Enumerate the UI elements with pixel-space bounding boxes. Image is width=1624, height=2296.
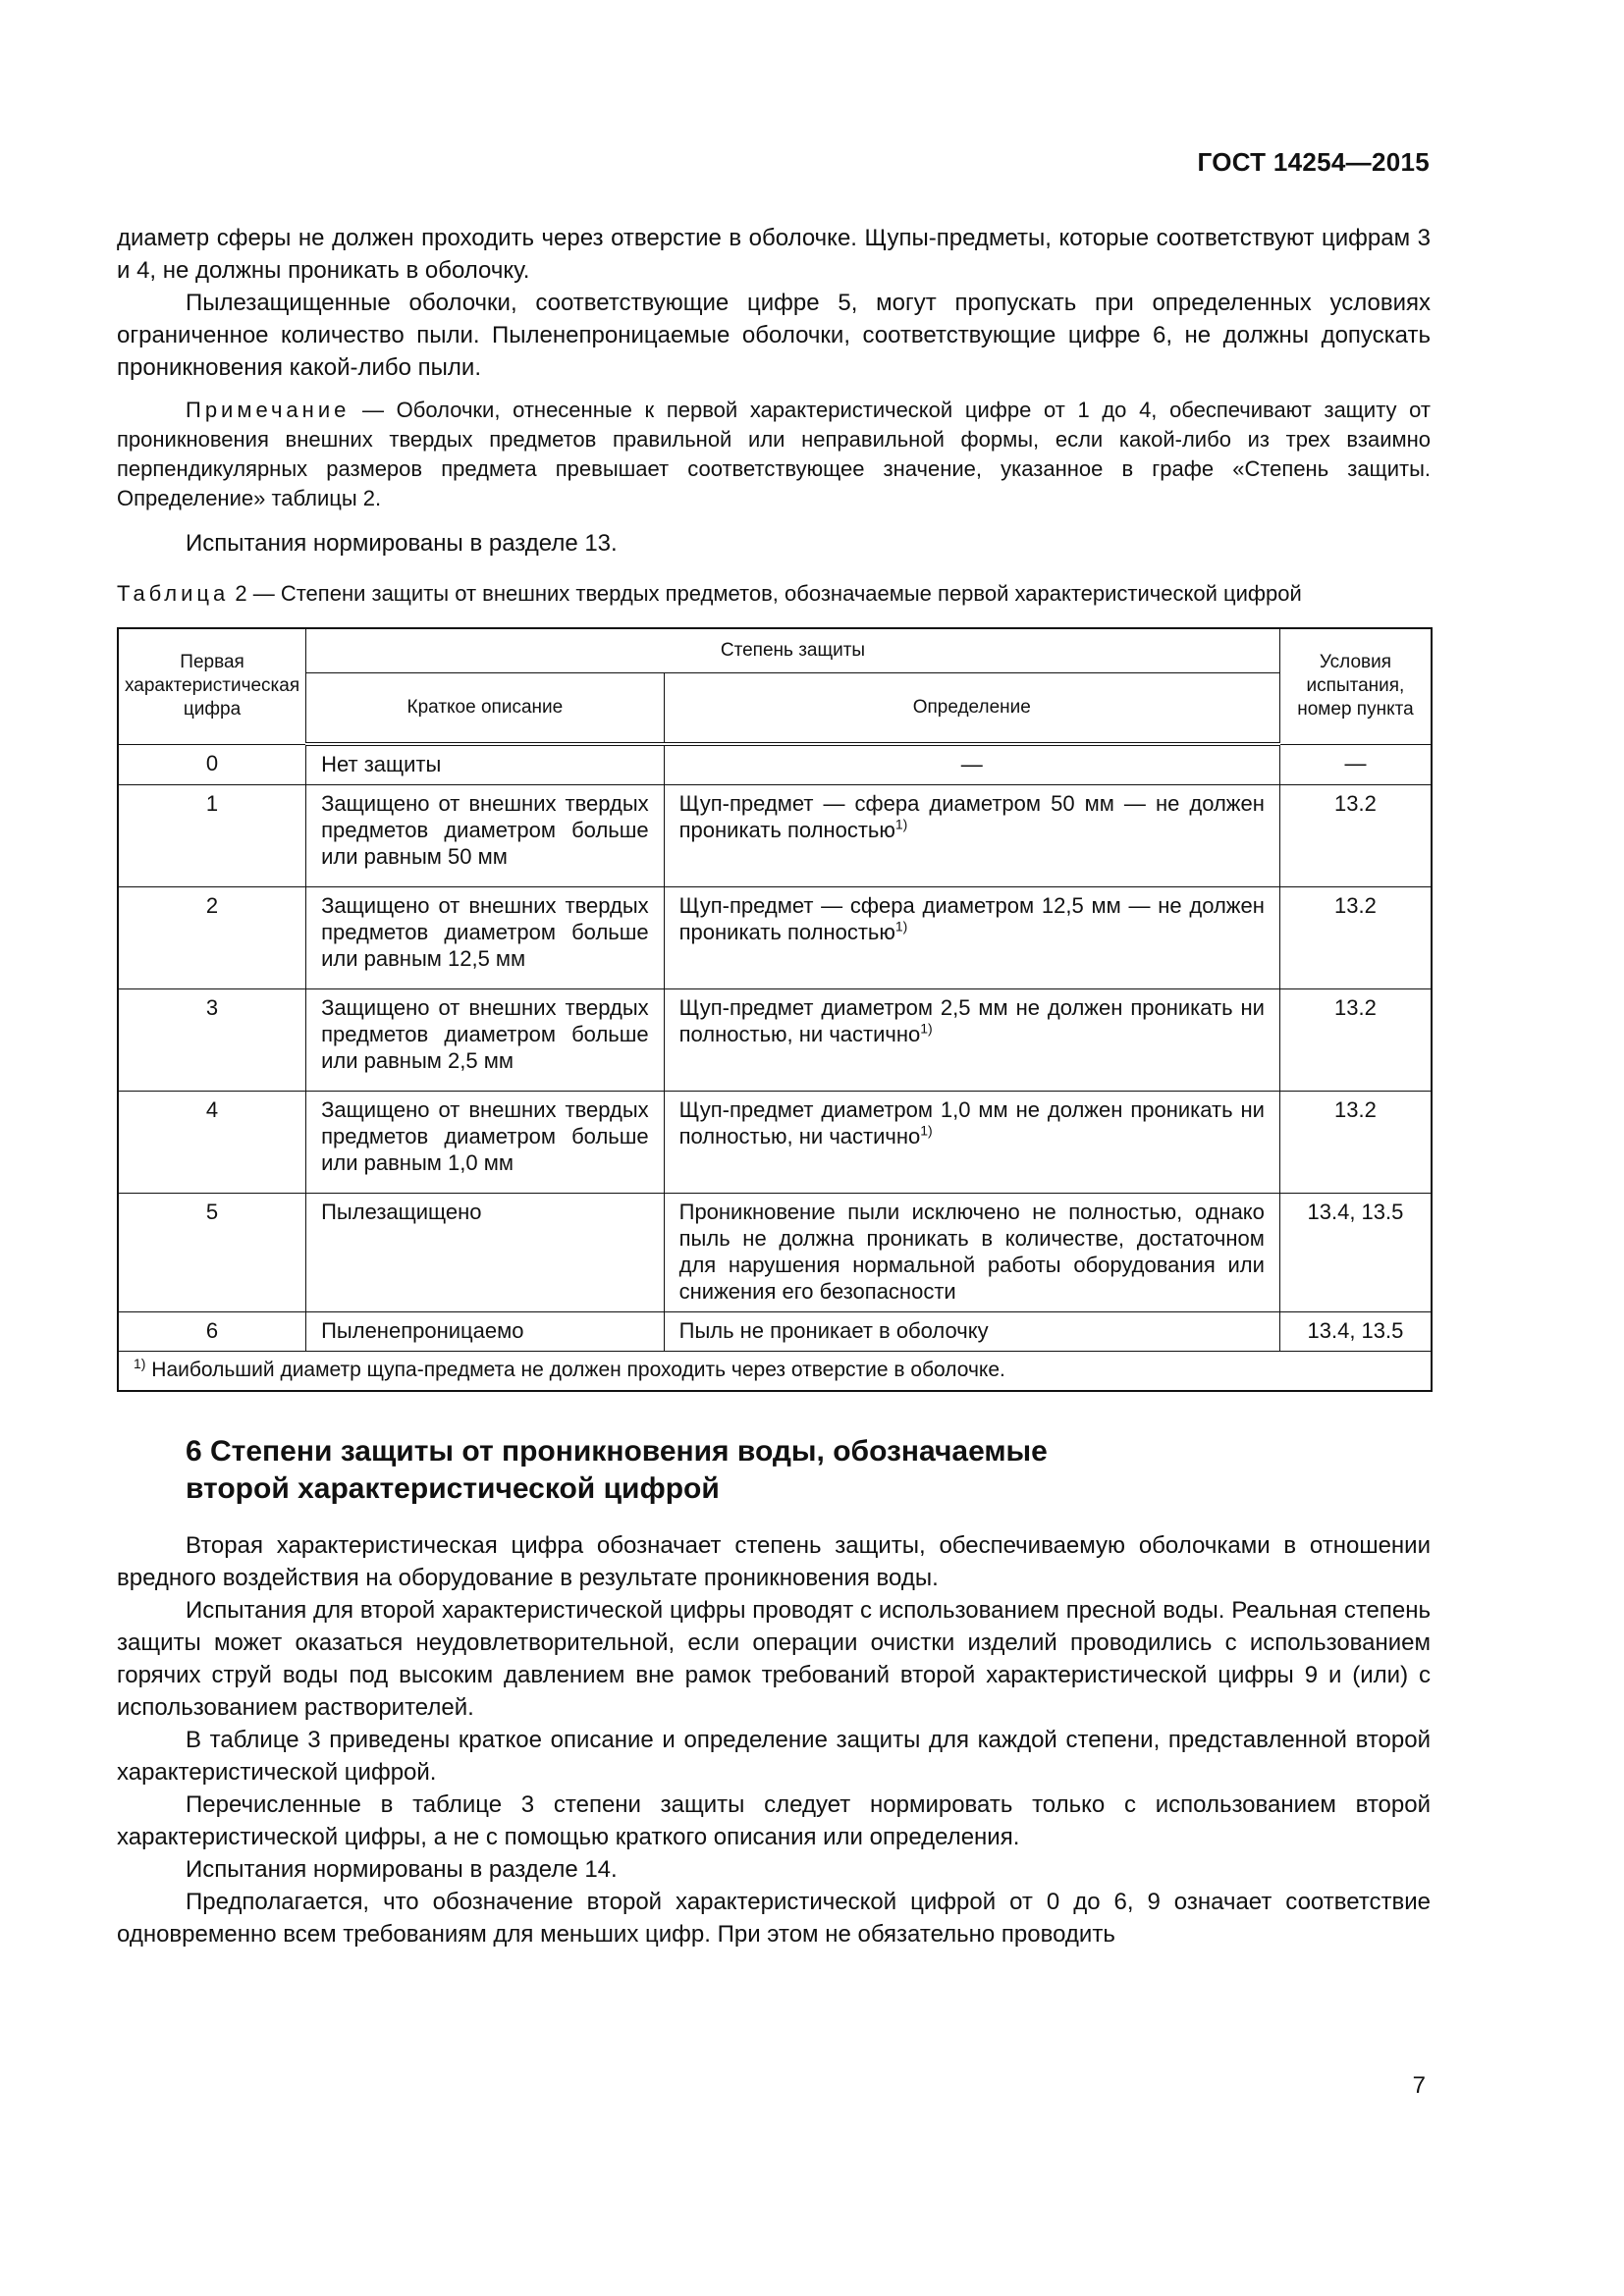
table-caption — [117, 579, 1431, 608]
digit-cell: 4 — [118, 1092, 306, 1194]
table-footnote-row — [118, 1352, 1432, 1392]
table-caption-label: Таблица — [117, 581, 230, 606]
digit-cell: 1 — [118, 785, 306, 887]
digit-cell: 6 — [118, 1312, 306, 1352]
definition-text: Щуп-предмет диаметром 2,5 мм не должен проникать ни полностью, ни частично — [678, 995, 1265, 1046]
table-caption-text: 2 — Степени защиты от внешних твердых предметов, обозначаемые первой характеристической цифрой — [229, 581, 1302, 606]
section-heading — [186, 1433, 1431, 1508]
definition-cell — [664, 887, 1279, 989]
definition-text: Щуп-предмет — сфера диаметром 12,5 мм — не должен проникать полностью — [678, 893, 1265, 944]
intro-paragraph: диаметр сферы не должен проходить через отверстие в оболочке. Щупы-предметы, которые соответствуют цифрам 3 и 4, не должны проникать в оболочку. — [117, 225, 1431, 284]
footnote-mark: 1) — [894, 816, 908, 832]
definition-cell — [664, 785, 1279, 887]
section-paragraph: Испытания для второй характеристической цифры проводят с использованием пресной воды. Реальная степень защиты может оказаться неудовлетворительной, если операции очистки изделий проводились с использованием горячих струй воды под высоким давлением вне рамок требований второй характеристической цифры 9 и (или) с использованием растворителей. — [117, 1597, 1431, 1721]
definition-text: Пыль не проникает в оболочку — [678, 1318, 989, 1343]
definition-cell — [664, 744, 1279, 785]
brief-cell: Пыленепроницаемо — [306, 1312, 665, 1352]
brief-cell: Защищено от внешних твердых предметов диаметром больше или равным 2,5 мм — [306, 989, 665, 1092]
intro-paragraph: Пылезащищенные оболочки, соответствующие цифре 5, могут пропускать при определенных условиях ограниченное количество пыли. Пыленепроницаемые оболочки, соответствующие цифре 6, не должны допускать проникновения какой-либо пыли. — [117, 290, 1431, 381]
definition-cell — [664, 1194, 1279, 1312]
note-text — [117, 396, 1431, 513]
conditions-cell: — — [1279, 744, 1432, 785]
digit-cell: 2 — [118, 887, 306, 989]
protection-table — [117, 627, 1433, 1392]
note-block — [117, 396, 1431, 513]
conditions-cell: 13.2 — [1279, 989, 1432, 1092]
table-row — [118, 744, 1432, 785]
table-row — [118, 1312, 1432, 1352]
table-row — [118, 785, 1432, 887]
header-definition: Определение — [664, 673, 1279, 745]
section-paragraph: В таблице 3 приведены краткое описание и определение защиты для каждой степени, представленной второй характеристической цифрой. — [117, 1727, 1431, 1786]
definition-text: Проникновение пыли исключено не полностью, однако пыль не должна проникать в количестве, достаточном для нарушения нормальной работы оборудования или снижения его безопасности — [678, 1200, 1265, 1304]
header-brief: Краткое описание — [306, 673, 665, 745]
definition-cell — [664, 989, 1279, 1092]
section-paragraph: Перечисленные в таблице 3 степени защиты следует нормировать только с использованием второй характеристической цифры, а не с помощью краткого описания или определения. — [117, 1791, 1431, 1850]
conditions-cell: 13.2 — [1279, 887, 1432, 989]
conditions-cell: 13.4, 13.5 — [1279, 1312, 1432, 1352]
definition-text: Щуп-предмет — сфера диаметром 50 мм — не должен проникать полностью — [678, 791, 1265, 842]
header-protection-degree: Степень защиты — [306, 628, 1280, 673]
section-heading-line: 6 Степени защиты от проникновения воды, обозначаемые — [186, 1435, 1048, 1468]
footnote-text: Наибольший диаметр щупа-предмета не должен проходить через отверстие в оболочке. — [145, 1359, 1005, 1381]
definition-text: — — [960, 752, 983, 776]
footnote-mark: 1) — [894, 918, 908, 934]
definition-cell — [664, 1092, 1279, 1194]
tests-reference: Испытания нормированы в разделе 13. — [186, 530, 618, 557]
section-body — [117, 1529, 1431, 1950]
conditions-cell: 13.2 — [1279, 785, 1432, 887]
footnote-mark: 1) — [920, 1122, 933, 1139]
table-row — [118, 887, 1432, 989]
section-paragraph: Вторая характеристическая цифра обозначает степень защиты, обеспечиваемую оболочками в отношении вредного воздействия на оборудование в результате проникновения воды. — [117, 1532, 1431, 1591]
note-label: Примечание — [186, 398, 351, 422]
page-content — [117, 222, 1431, 1950]
brief-cell: Пылезащищено — [306, 1194, 665, 1312]
page-number: 7 — [1412, 2072, 1426, 2099]
conditions-cell: 13.4, 13.5 — [1279, 1194, 1432, 1312]
section-paragraph: Предполагается, что обозначение второй характеристической цифрой от 0 до 6, 9 означает соответствие одновременно всем требованиям для меньших цифр. При этом не обязательно проводить — [117, 1889, 1431, 1948]
section-paragraph: Испытания нормированы в разделе 14. — [186, 1856, 618, 1883]
digit-cell: 5 — [118, 1194, 306, 1312]
digit-cell: 0 — [118, 744, 306, 785]
document-id: ГОСТ 14254—2015 — [1197, 147, 1430, 177]
section-heading-line: второй характеристической цифрой — [186, 1472, 720, 1505]
footnote-mark: 1) — [920, 1020, 933, 1037]
brief-cell: Нет защиты — [306, 744, 665, 785]
header-first-digit: Первая характеристическая цифра — [118, 628, 306, 744]
conditions-cell: 13.2 — [1279, 1092, 1432, 1194]
note-body: — Оболочки, отнесенные к первой характеристической цифре от 1 до 4, обеспечивают защиту от проникновения внешних твердых предметов правильной или неправильной формы, если какой-либо из трех взаимно перпендикулярных размеров предмета превышает соответствующее значение, указанное в графе «Степень защиты. Определение» таблицы 2. — [117, 398, 1431, 510]
definition-text: Щуп-предмет диаметром 1,0 мм не должен проникать ни полностью, ни частично — [678, 1097, 1265, 1148]
footnote-mark: 1) — [134, 1356, 146, 1371]
digit-cell: 3 — [118, 989, 306, 1092]
brief-cell: Защищено от внешних твердых предметов диаметром больше или равным 1,0 мм — [306, 1092, 665, 1194]
brief-cell: Защищено от внешних твердых предметов диаметром больше или равным 50 мм — [306, 785, 665, 887]
header-conditions: Условия испытания, номер пункта — [1279, 628, 1432, 744]
table-row — [118, 1092, 1432, 1194]
definition-cell — [664, 1312, 1279, 1352]
table-row — [118, 989, 1432, 1092]
table-row — [118, 1194, 1432, 1312]
brief-cell: Защищено от внешних твердых предметов диаметром больше или равным 12,5 мм — [306, 887, 665, 989]
table-footnote — [118, 1352, 1432, 1392]
